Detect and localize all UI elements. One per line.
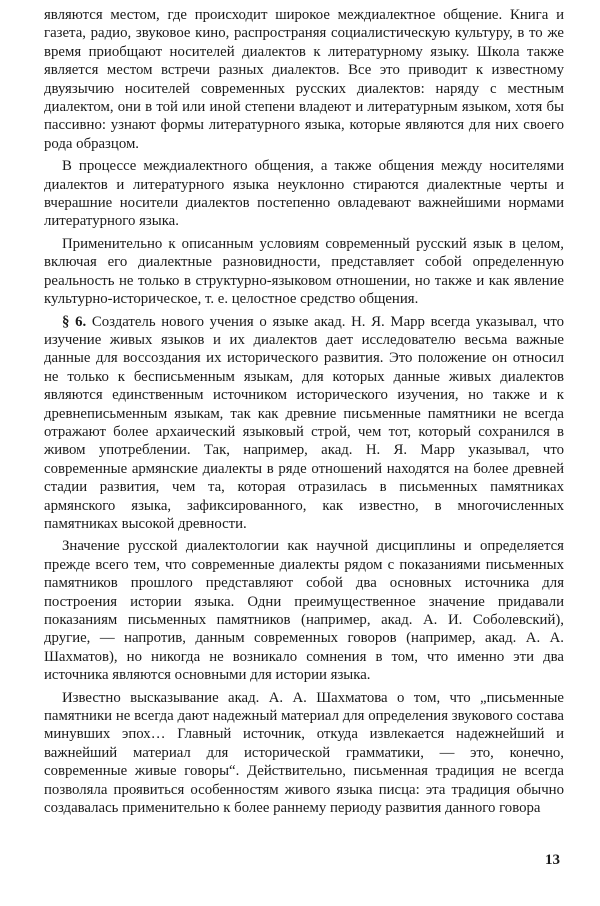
section-mark: § 6. [62, 313, 87, 330]
paragraph-2: В процессе междиалектного общения, а также общения между носителями диалектов и литературного языка неуклонно стираются диалектные черты и вчерашние носители диалектов постепенно овладевают важнейшими нормами литературного языка. [44, 158, 564, 230]
section-6-text: Создатель нового учения о языке акад. Н. Я. Марр всегда указывал, что изучение живых языков и их диалектов дает исследователю весьма важные данные для воссоздания их исторического развития. Это положение он относил не только к бесписьменным языкам, для которых данные живых диалектов являются единственным источником исторического изучения, но также и к древнеписьменным языкам, так как древние письменные памятники не всегда отражают более архаический языковый строй, чем тот, который сохранился в живом употреблении. Так, например, акад. Н. Я. Марр указывал, что современные армянские диалекты в ряде отношений находятся на более древней стадии развития, чем та, которая отразилась в письменных памятниках армянского языка, зафиксированного, как известно, в многочисленных памятниках высокой древности. [44, 313, 565, 532]
document-body [44, 6, 564, 821]
paragraph-3: Применительно к описанным условиям современный русский язык в целом, включая его диалектные разновидности, представляет собой определенную реальность не только в структурно-языковом отношении, но также и как явление культурно-историческое, т. е. целостное средство общения. [44, 235, 564, 308]
paragraph-6: Известно высказывание акад. А. А. Шахматова о том, что „письменные памятники не всегда дают надежный материал для определения звукового состава минувших эпох… Главный источник, откуда извлекается надежнейший и важнейший материал для исторической грамматики, — это, конечно, современные живые говоры“. Действительно, письменная традиция не всегда позволяла проявиться особенностям живого языка писца: эта традиция обычно создавалась применительно к более раннему периоду развития данного говора [44, 689, 564, 817]
paragraph-1: являются местом, где происходит широкое междиалектное общение. Книга и газета, радио, звуковое кино, распространяя социалистическую культуру, в то же время приобщают носителей диалектов к литературному языку. Школа также является местом встречи разных диалектов. Все это приводит к известному двуязычию носителей современных русских диалектов: наряду с местным диалектом, они в той или иной степени владеют и литературным языком, хотя бы пассивно: узнают формы литературного языка, которые являются для них своего рода образцом. [44, 7, 564, 152]
section-6-paragraph [44, 313, 564, 534]
page-number: 13 [545, 852, 560, 868]
paragraph-5: Значение русской диалектологии как научной дисциплины и определяется прежде всего тем, что современные диалекты рядом с показаниями письменных памятников прошлого представляют собой два основных источника для построения истории языка. Одни преимущественное значение придавали показаниям письменных памятников (например, акад. А. И. Соболевский), другие, — напротив, данным современных говоров (например, акад. А. А. Шахматов), но никогда не возникало сомнения в том, что именно эти два источника являются основными для истории языка. [44, 538, 564, 684]
